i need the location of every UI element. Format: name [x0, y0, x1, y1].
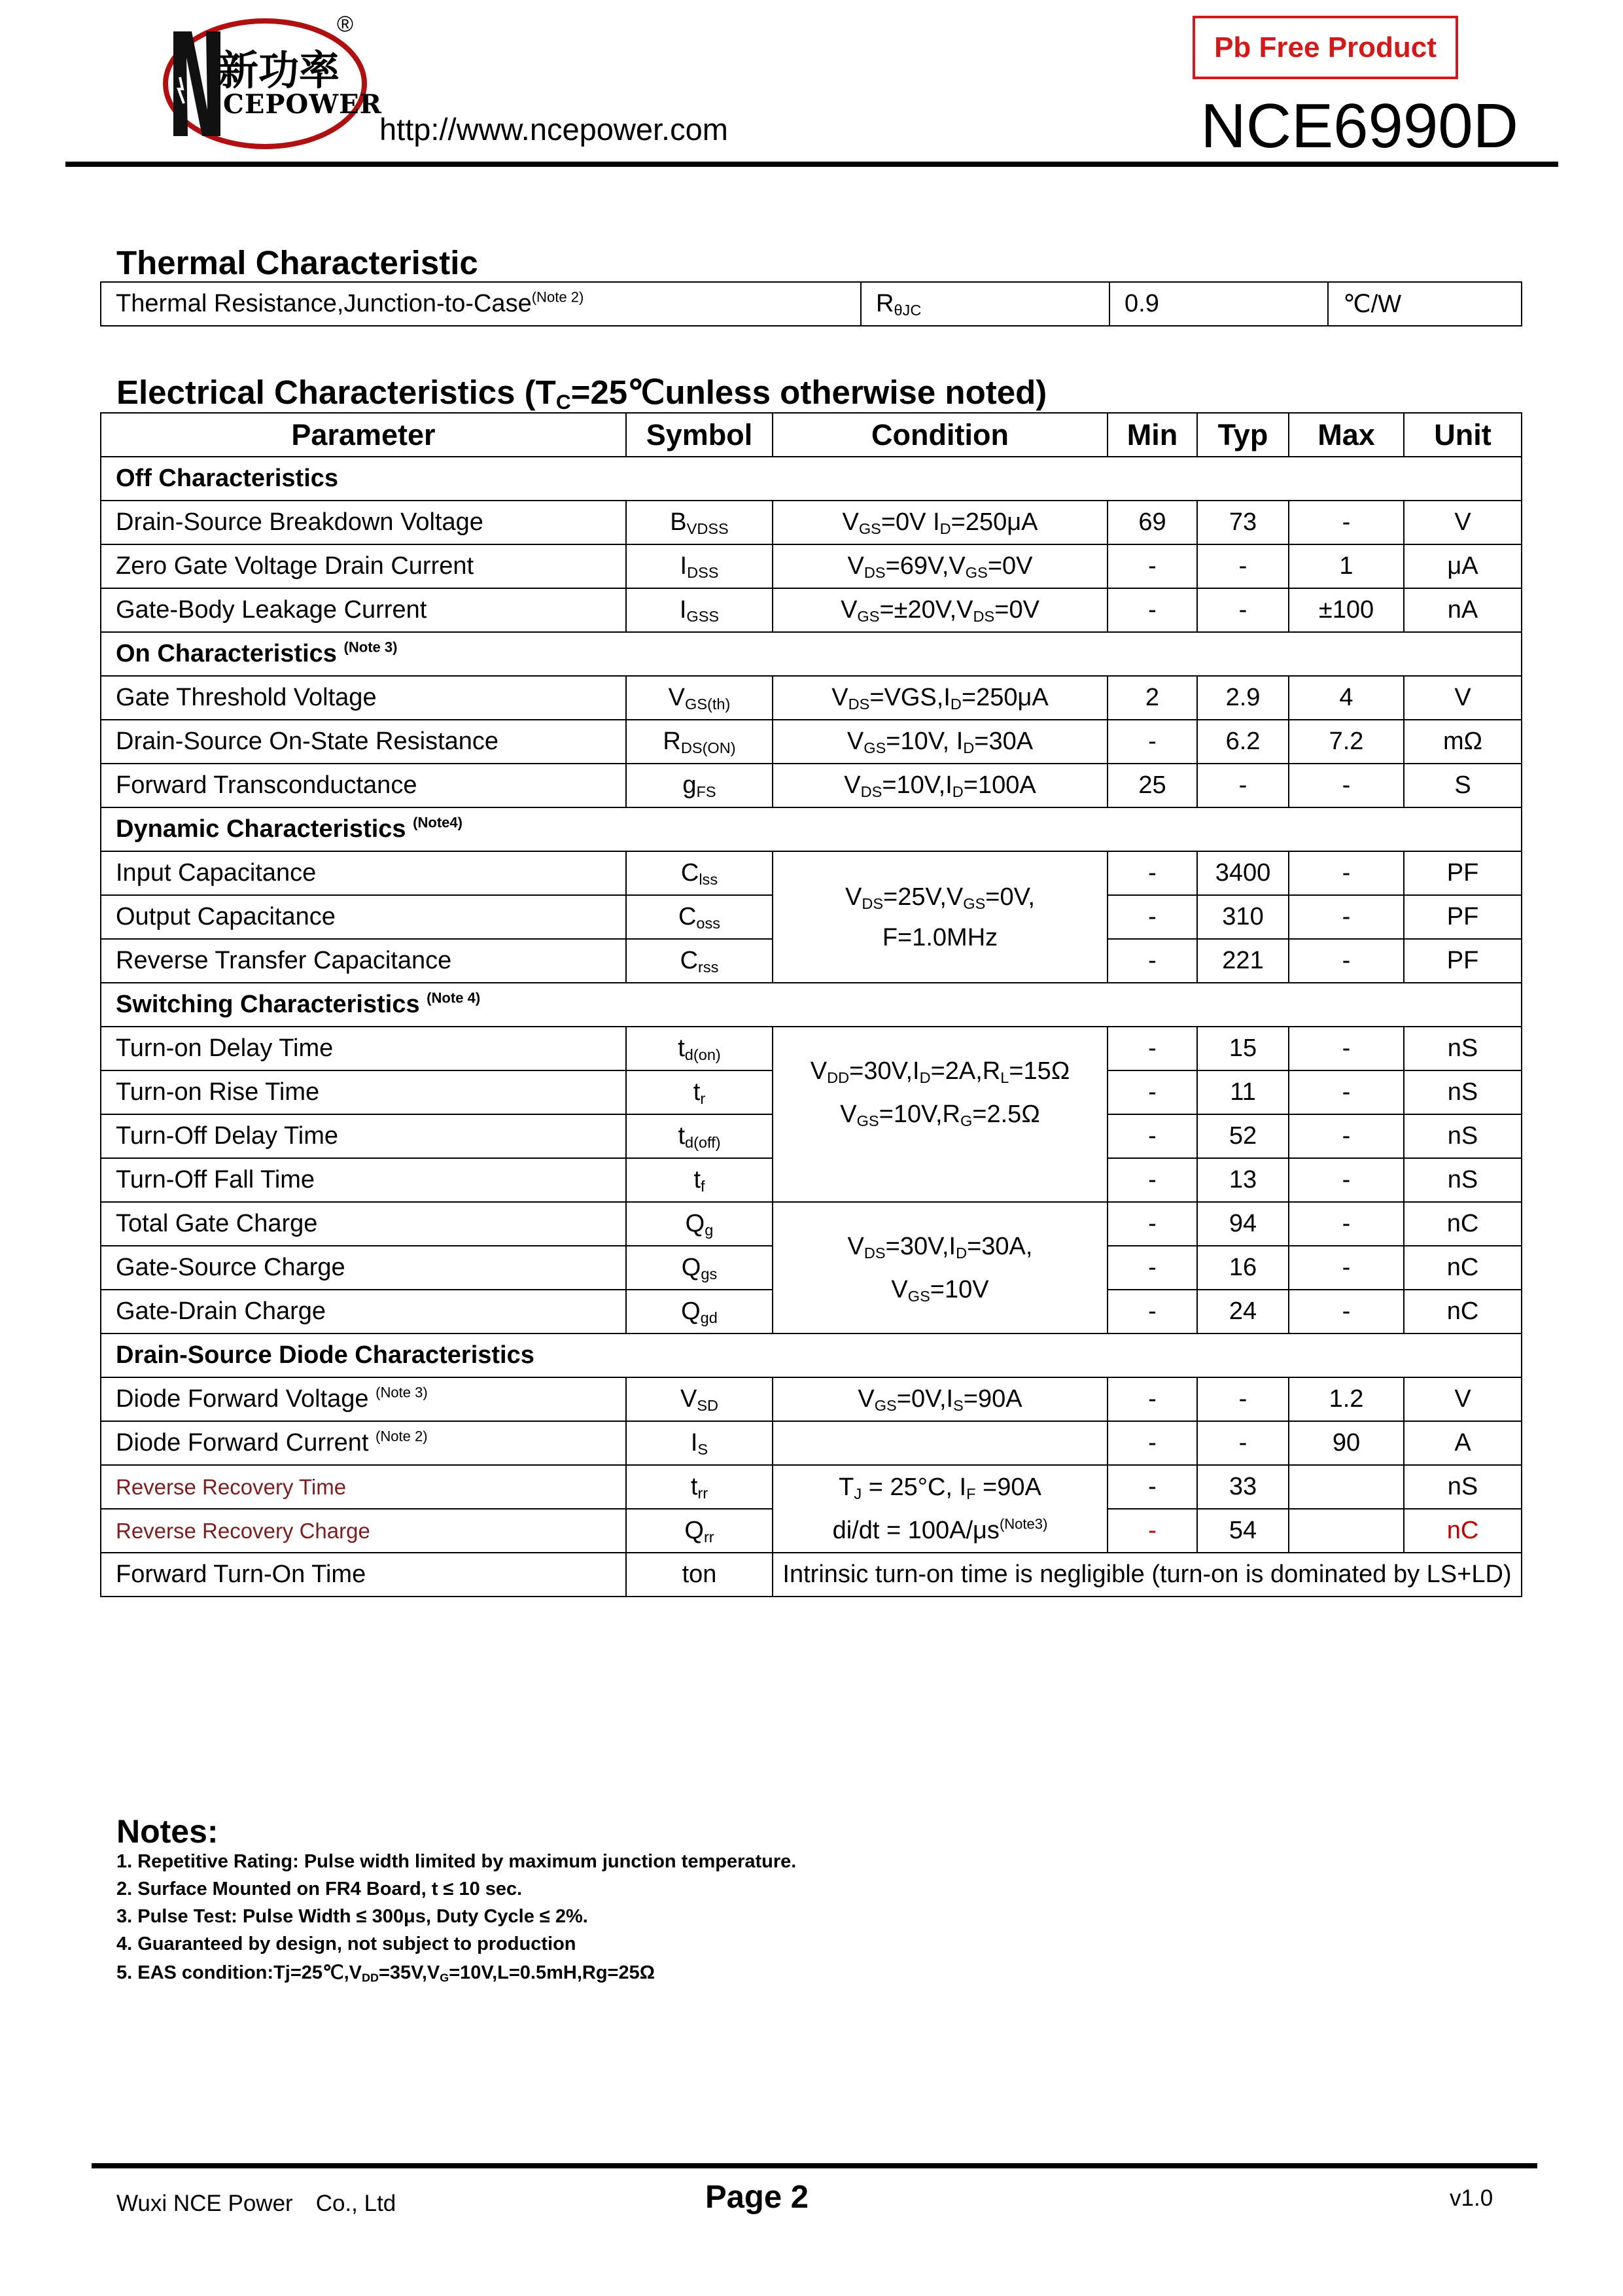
note-item: 1. Repetitive Rating: Pulse width limited by maximum junction temperature. [116, 1851, 797, 1872]
section-row-switching: Switching Characteristics $^{(Note 4)}$ [101, 983, 1522, 1027]
table-row: Input Capacitance $C_{lss}$ $V_{DS}=25V,V_{GS}=0V$, F=1.0MHz - 3400 - PF [101, 851, 1522, 895]
table-row: Output Capacitance $C_{oss}$ - 310 - PF [101, 895, 1522, 939]
table-row: Reverse Recovery Charge $Q_{rr}$ - 54 nC [101, 1509, 1522, 1553]
table-row: Reverse Recovery Time $t_{rr}$ $T_J = 25^\circ C$, $I_F =90A$ $di/dt = 100A/\mu s^{(Note3)}$ - 33 nS [101, 1465, 1522, 1509]
logo-english-text: CEPOWER [223, 89, 382, 120]
footer-page-number: Page 2 [705, 2180, 809, 2215]
logo-chinese-text: 新功率 [218, 46, 340, 94]
header-min: Min [1108, 413, 1197, 457]
table-row: Turn-on Delay Time $t_{d(on)}$ $V_{DD}=30V,I_D=2A,R_L=15\Omega$ $V_{GS}=10V,R_G=2.5\Omega$ - 15 - nS [101, 1027, 1522, 1070]
thermal-parameter: Thermal Resistance,Junction-to-Case$^{(Note 2)}$ [101, 282, 861, 326]
thermal-symbol: $R_{\theta JC}$ [861, 282, 1109, 326]
company-logo [160, 12, 382, 149]
note-item: 4. Guaranteed by design, not subject to production [116, 1934, 576, 1954]
header-symbol: Symbol [626, 413, 773, 457]
thermal-section-title: Thermal Characteristic [116, 244, 478, 281]
header-divider [65, 162, 1558, 167]
note-item: 3. Pulse Test: Pulse Width ≤ 300μs, Duty Cycle ≤ 2%. [116, 1906, 588, 1927]
table-row: Forward Turn-On Time ton Intrinsic turn-on time is negligible (turn-on is dominated by LS+LD) [101, 1553, 1522, 1597]
table-row: Drain-Source On-State Resistance $R_{DS(ON)}$ $V_{GS}=10V$, $I_D=30A$ - 6.2 7.2 mΩ [101, 720, 1522, 764]
table-row: Turn-Off Fall Time $t_f$ - 13 - nS [101, 1158, 1522, 1202]
table-row: Gate Threshold Voltage $V_{GS(th)}$ $V_{DS}=VGS,I_D=250\mu A$ 2 2.9 4 V [101, 676, 1522, 720]
section-row-on: On Characteristics $^{(Note 3)}$ [101, 632, 1522, 676]
header-typ: Typ [1197, 413, 1289, 457]
table-row: Zero Gate Voltage Drain Current $I_{DSS}$ $V_{DS}=69V,V_{GS}=0V$ - - 1 μA [101, 544, 1522, 588]
footer-version: v1.0 [1450, 2185, 1493, 2211]
electrical-table [100, 412, 1522, 1597]
note-item: 5. EAS $condition:Tj=25℃,V_{DD}=35V,V_G=10V,L=0.5mH,Rg=25\Omega$ [116, 1962, 655, 1985]
header-condition: Condition [773, 413, 1108, 457]
footer-company: Wuxi NCE Power Co., Ltd [116, 2191, 396, 2216]
electrical-section-title: Electrical Characteristics ($T_C=25℃unless$ otherwise noted) [116, 374, 1047, 414]
table-row: Gate-Drain Charge $Q_{gd}$ - 24 - nC [101, 1290, 1522, 1333]
footer-divider [92, 2163, 1537, 2168]
section-row-diode: Drain-Source Diode Characteristics [101, 1333, 1522, 1377]
website-url[interactable]: http://www.ncepower.com [379, 112, 728, 147]
table-row: Gate-Body Leakage Current $I_{GSS}$ $V_{GS}=\pm 20V,V_{DS}=0V$ - - ±100 nA [101, 588, 1522, 632]
header-max: Max [1289, 413, 1404, 457]
header-unit: Unit [1404, 413, 1522, 457]
table-row: Reverse Transfer Capacitance $C_{rss}$ - 221 - PF [101, 939, 1522, 983]
thermal-value: 0.9 [1109, 282, 1328, 326]
note-item: 2. Surface Mounted on FR4 Board, t ≤ 10 sec. [116, 1879, 523, 1899]
thermal-table [100, 281, 1522, 327]
table-header-row [101, 413, 1522, 457]
part-number: NCE6990D [1200, 91, 1518, 161]
registered-mark: ® [337, 12, 354, 37]
table-row: Diode Forward Current $^{(Note 2)}$ $I_S$ - - 90 A [101, 1421, 1522, 1465]
section-row-off: Off Characteristics [101, 457, 1522, 501]
pb-free-badge: Pb Free Product [1193, 16, 1458, 79]
table-row: Forward Transconductance $g_{FS}$ $V_{DS}=10V,I_D=100A$ 25 - - S [101, 764, 1522, 807]
table-row: Total Gate Charge $Q_g$ $V_{DS}=30V,I_D=30A$, $V_{GS}=10V$ - 94 - nC [101, 1202, 1522, 1246]
notes-title: Notes: [116, 1813, 218, 1850]
header-parameter: Parameter [101, 413, 626, 457]
table-row: Turn-Off Delay Time $t_{d(off)}$ - 52 - nS [101, 1114, 1522, 1158]
section-row-dynamic: Dynamic Characteristics $^{(Note4)}$ [101, 807, 1522, 851]
table-row: Turn-on Rise Time $t_r$ - 11 - nS [101, 1070, 1522, 1114]
thermal-unit: ℃/W [1328, 282, 1522, 326]
table-row: Drain-Source Breakdown Voltage $B_{VDSS}$ $V_{GS}=0V$ $I_D=250\mu A$ 69 73 - V [101, 501, 1522, 544]
table-row: Diode Forward Voltage $^{(Note 3)}$ $V_{SD}$ $V_{GS}=0V,I_S=90A$ - - 1.2 V [101, 1377, 1522, 1421]
table-row: Gate-Source Charge $Q_{gs}$ - 16 - nC [101, 1246, 1522, 1290]
table-row [101, 282, 1522, 326]
